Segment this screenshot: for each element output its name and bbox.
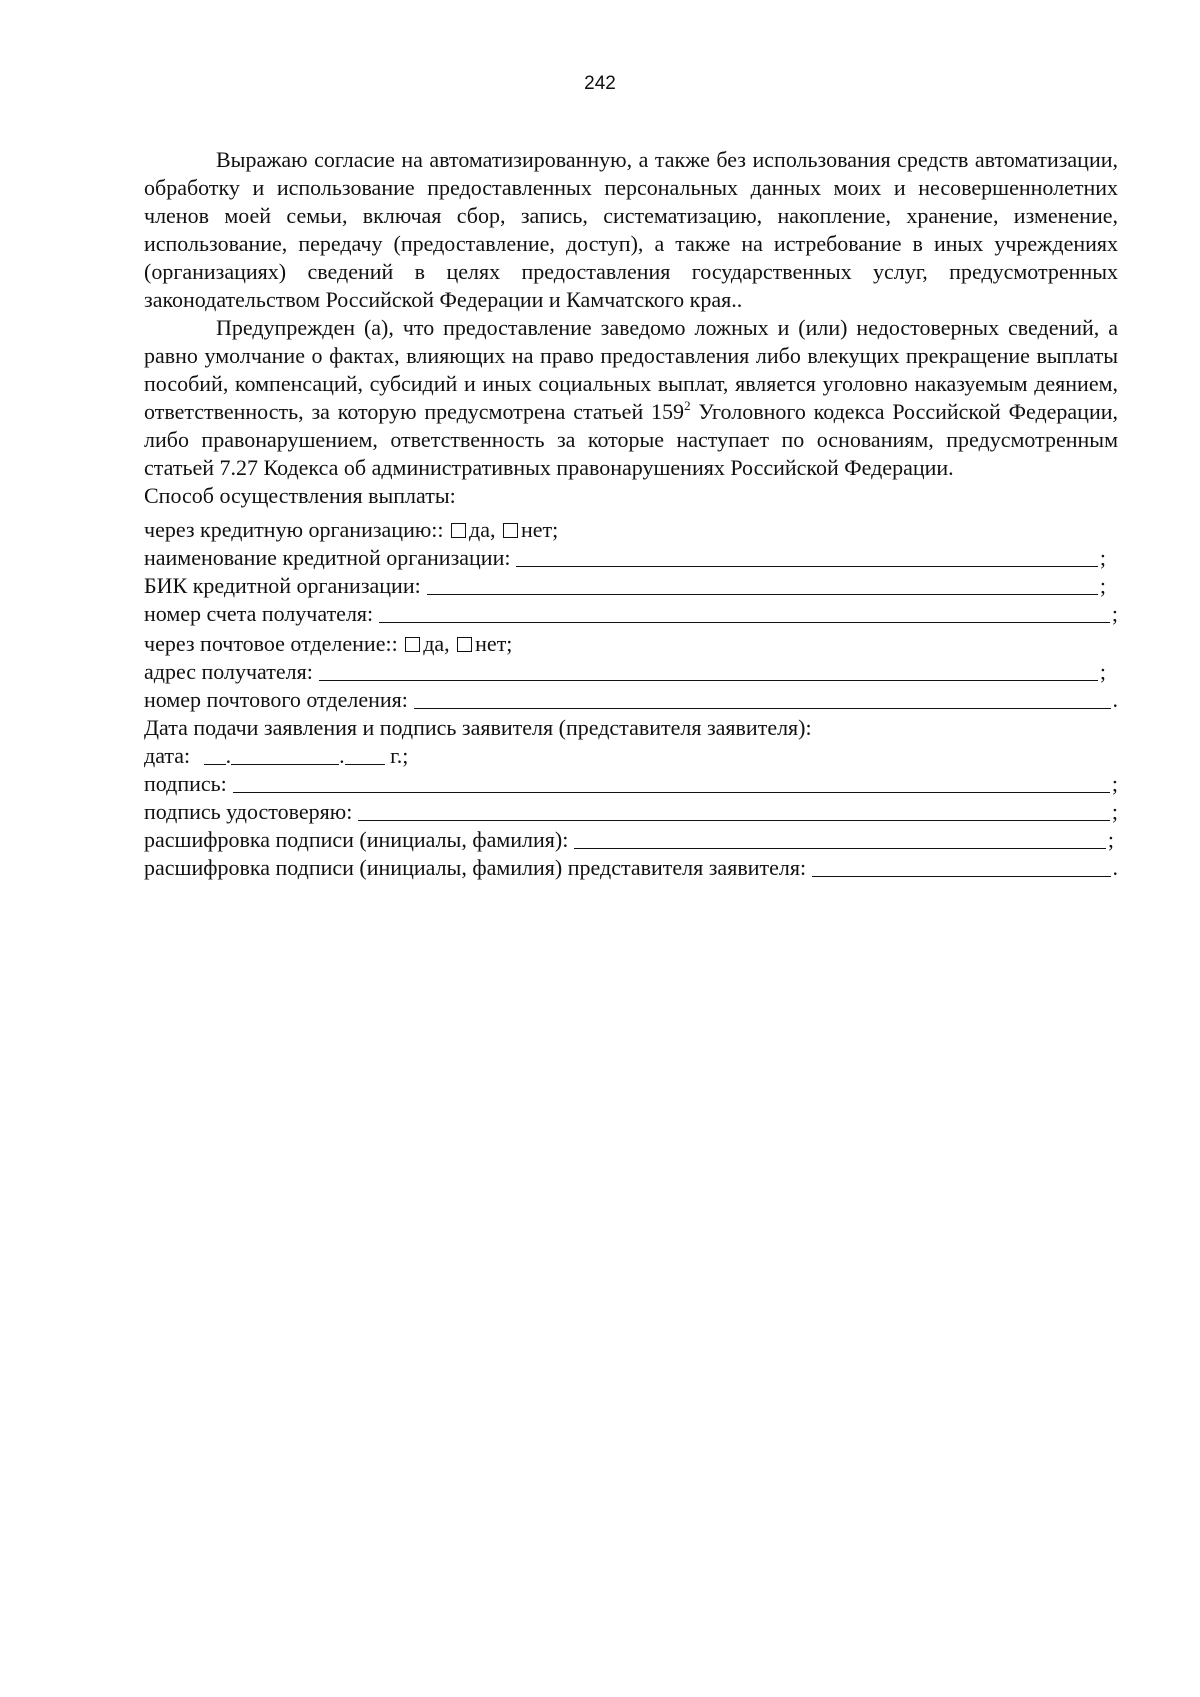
signature-field[interactable] (233, 792, 1110, 793)
account-end: ; (1111, 601, 1118, 626)
credit-org-option (144, 516, 1118, 544)
post-no-label: нет; (475, 631, 513, 656)
address-label: адрес получателя: (144, 659, 313, 684)
post-office-option-label: через почтовое отделение:: (144, 631, 398, 656)
decode-row (144, 826, 1118, 854)
bank-name-end: ; (1099, 545, 1106, 570)
decode-representative-end: . (1112, 855, 1118, 880)
post-yes-checkbox[interactable] (405, 637, 420, 652)
post-office-number-field[interactable] (414, 708, 1111, 709)
payment-method-heading: Способ осуществления выплаты: (144, 483, 456, 508)
bank-name-field[interactable] (516, 566, 1097, 567)
bik-row (144, 572, 1118, 600)
address-row (144, 658, 1118, 686)
post-no-checkbox[interactable] (457, 637, 472, 652)
post-office-number-label: номер почтового отделения: (144, 687, 408, 712)
decode-field[interactable] (574, 848, 1106, 849)
credit-no-checkbox[interactable] (503, 523, 518, 538)
signature-row (144, 770, 1118, 798)
decode-representative-label: расшифровка подписи (инициалы, фамилия) представителя заявителя: (144, 855, 807, 880)
signature-end: ; (1111, 771, 1118, 796)
address-end: ; (1099, 659, 1106, 684)
date-row (144, 742, 1118, 770)
page-number: 242 (584, 73, 616, 94)
credit-yes-label: да, (469, 517, 496, 542)
bank-name-label: наименование кредитной организации: (144, 545, 511, 570)
date-year-suffix: г.; (390, 743, 409, 768)
signature-label: подпись: (144, 771, 227, 796)
bank-name-row (144, 544, 1118, 572)
certify-row (144, 798, 1118, 826)
signature-heading: Дата подачи заявления и подпись заявителя (представителя заявителя): (144, 715, 812, 740)
date-year-field[interactable] (345, 744, 385, 765)
date-month-field[interactable] (231, 744, 339, 765)
post-office-number-row (144, 686, 1118, 714)
certify-label: подпись удостоверяю: (144, 799, 353, 824)
warning-text-start: Предупрежден (а), что предоставление заведомо ложных и (или) недостоверных сведений, а равно умолчание о фактах, влияющих на право предоставления либо влекущих прекращение выплаты пособий, компенсаций, субсидий и иных социальных выплат, является уголовно наказуемым деянием, ответственность, за которую предусмотрена статьей 159 (144, 315, 1118, 424)
post-yes-label: да, (423, 631, 450, 656)
bik-field[interactable] (427, 594, 1098, 595)
certify-field[interactable] (358, 820, 1110, 821)
post-office-number-end: . (1112, 687, 1118, 712)
date-separator-2: . (339, 743, 345, 768)
article-superscript: 2 (684, 398, 691, 413)
decode-representative-field[interactable] (812, 876, 1110, 877)
decode-label: расшифровка подписи (инициалы, фамилия): (144, 827, 569, 852)
account-field[interactable] (379, 622, 1110, 623)
bik-end: ; (1099, 573, 1106, 598)
post-office-option (144, 630, 1118, 658)
account-row (144, 600, 1118, 628)
bik-label: БИК кредитной организации: (144, 573, 421, 598)
decode-representative-row (144, 854, 1118, 882)
warning-paragraph (144, 314, 1118, 482)
decode-end: ; (1107, 827, 1114, 852)
consent-paragraph: Выражаю согласие на автоматизированную, а также без использования средств автоматизации, обработку и использование предоставленных персональных данных моих и несовершеннолетних членов моей семьи, включая сбор, запись, систематизацию, накопление, хранение, изменение, использование, передачу (предоставление, доступ), а также на истребование в иных учреждениях (организациях) сведений в целях предоставления государственных услуг, предусмотренных законодательством Российской Федерации и Камчатского края.. (144, 147, 1118, 312)
date-label: дата: (144, 743, 191, 768)
certify-end: ; (1111, 799, 1118, 824)
account-label: номер счета получателя: (144, 601, 374, 626)
address-field[interactable] (319, 680, 1098, 681)
warning-text-end: Уголовного кодекса Российской Федерации, либо правонарушением, ответственность за которые наступает по основаниям, предусмотренным статьей 7.27 Кодекса об административных правонарушениях Российской Федерации. (144, 399, 1118, 480)
date-separator-1: . (225, 743, 232, 768)
form-content (144, 146, 1118, 882)
credit-yes-checkbox[interactable] (451, 523, 466, 538)
date-day-field[interactable] (204, 744, 226, 765)
credit-org-label: через кредитную организацию:: (144, 517, 444, 542)
credit-no-label: нет; (520, 517, 559, 542)
